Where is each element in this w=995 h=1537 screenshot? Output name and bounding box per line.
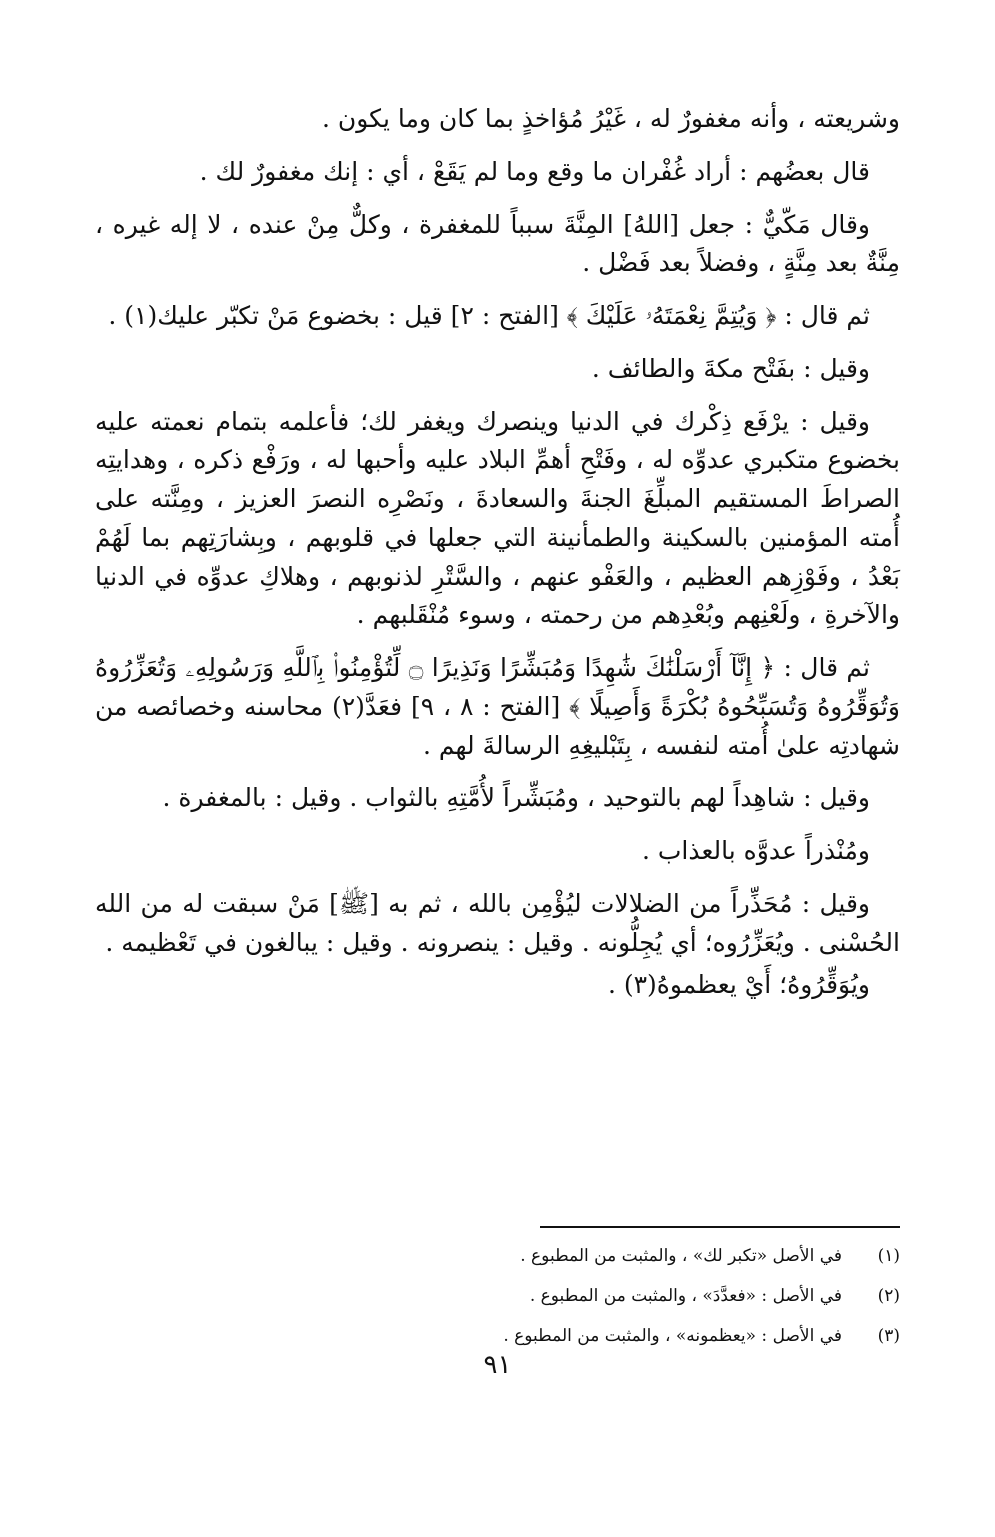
paragraph-9: ومُنْذراً عدوَّه بالعذاب .	[641, 836, 870, 865]
footnote-number: (١)	[877, 1246, 900, 1266]
paragraph-1: وشريعته ، وأنه مغفورٌ له ، غَيْرُ مُؤاخذٍ بما كان وما يكون .	[322, 104, 900, 133]
footnote-text: في الأصل «تكبر لك» ، والمثبت من المطبوع .	[520, 1246, 842, 1266]
paragraph-5: وقيل : بفَتْح مكةَ والطائف .	[591, 353, 870, 383]
paragraph-11: ويُوَقِّرُوهُ؛ أَيْ يعظموهُ(٣) .	[607, 970, 870, 1000]
footnote-divider	[540, 1226, 900, 1228]
footnote-number: (٣)	[877, 1326, 900, 1346]
main-text	[95, 100, 900, 1005]
footnote-item	[350, 1276, 900, 1316]
paragraph-10: وقيل : مُحَذِّراً من الضلالات ليُؤْمِن بالله ، ثم به [ﷺ] مَنْ سبقت له من الله الحُسْنى . ويُعَزِّرُوه؛ أي يُجِلُّونه . وقيل : ينصرونه . وقيل : يبالغون في تَعْظيمه .	[95, 888, 900, 957]
paragraph-4: ثم قال : ﴿ وَيُتِمَّ نِعْمَتَهُۥ عَلَيْكَ ﴾ [الفتح : ٢] قيل : بخضوع مَنْ تكبّر عليك(١) .	[108, 301, 870, 330]
footnotes	[350, 1236, 900, 1356]
footnote-item	[350, 1236, 900, 1276]
footnote-number: (٢)	[877, 1286, 900, 1306]
paragraph-7: ثم قال : ﴿ إِنَّآ أَرْسَلْنَٰكَ شَٰهِدًا وَمُبَشِّرًا وَنَذِيرًا ۝ لِّتُؤْمِنُوا۟ بِٱللَّهِ وَرَسُولِهِۦ وَتُعَزِّرُوهُ وَتُوَقِّرُوهُ وَتُسَبِّحُوهُ بُكْرَةً وَأَصِيلًا ﴾ [الفتح : ٨ ، ٩] فعَدَّ(٢) محاسنه وخصائصه من شهادتِه علىٰ أُمته لنفسه ، بِتَبْليغِهِ الرسالةَ لهم .	[95, 653, 900, 760]
footnote-text: في الأصل : «يعظمونه» ، والمثبت من المطبوع .	[503, 1326, 842, 1346]
footnote-text: في الأصل : «فعدَّدَ» ، والمثبت من المطبوع .	[529, 1286, 842, 1306]
page-number: ٩١	[483, 1350, 512, 1380]
paragraph-6: وقيل : يرْفَع ذِكْرك في الدنيا وينصرك ويغفر لك؛ فأعلمه بتمام نعمته عليه بخضوع متكبري عدوِّه له ، وفَتْحِ أهمِّ البلاد عليه وأحبها له ، ورَفْع ذكره ، وهدايتِه الصراطَ المستقيم المبلِّغَ الجنةَ والسعادةَ ، ونَصْرِه النصرَ العزيز ، ومِنَّته على أُمته المؤمنين بالسكينة والطمأنينة التي جعلها في قلوبهم ، وبِشارَتِهم بما لَهُمْ بَعْدُ ، وفَوْزِهم العظيم ، والعَفْو عنهم ، والسَّتْرِ لذنوبهم ، وهلاكِ عدوِّه في الدنيا والآخرةِ ، ولَعْنِهم وبُعْدِهم من رحمته ، وسوء مُنْقَلبهم .	[95, 406, 900, 630]
paragraph-2: قال بعضُهم : أراد غُفْران ما وقع وما لم يَقَعْ ، أي : إنك مغفورٌ لك .	[199, 156, 870, 186]
paragraph-8: وقيل : شاهِداً لهم بالتوحيد ، ومُبَشِّراً لأُمَّتِهِ بالثواب . وقيل : بالمغفرة .	[162, 783, 870, 813]
paragraph-3: وقال مَكّيٌّ : جعل [اللهُ] المِنَّةَ سبباً للمغفرة ، وكلٌّ مِنْ عنده ، لا إله غيره ، مِنَّةٌ بعد مِنَّةٍ ، وفضلاً بعد فَضْل .	[95, 209, 900, 278]
